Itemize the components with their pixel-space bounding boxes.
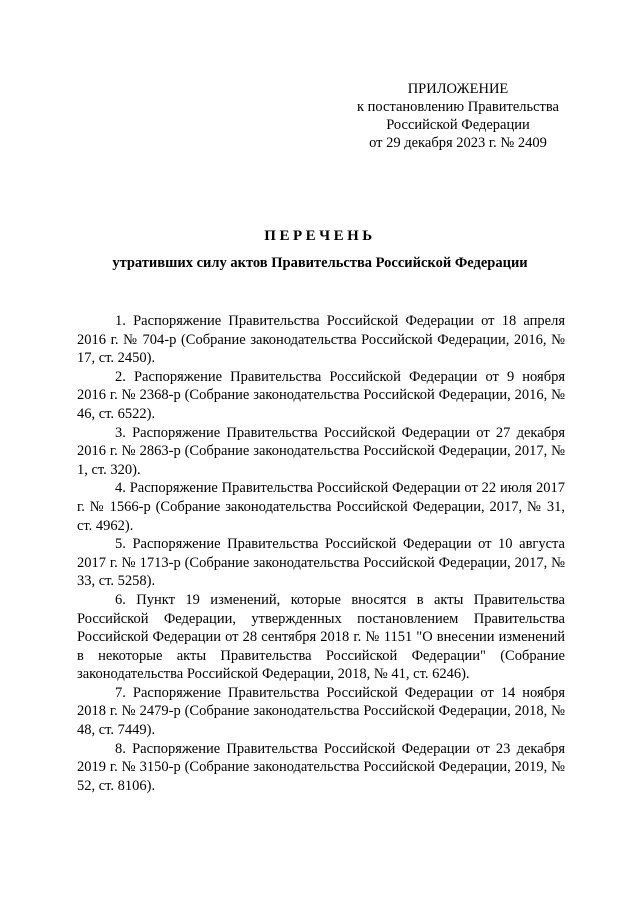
list-item-1: 1. Распоряжение Правительства Российской Федерации от 18 апреля 2016 г. № 704-р (Собрание законодательства Российской Федерации, 2016, № 17, ст. 2450). (77, 313, 565, 367)
appendix-label: ПРИЛОЖЕНИЕ (407, 81, 509, 97)
appendix-date-number: от 29 декабря 2023 г. № 2409 (369, 135, 547, 151)
list-item-7: 7. Распоряжение Правительства Российской Федерации от 14 ноября 2018 г. № 2479-р (Собрание законодательства Российской Федерации, 2018, № 48, ст. 7449). (77, 684, 565, 739)
appendix-block (338, 80, 578, 152)
list-item-3: 3. Распоряжение Правительства Российской Федерации от 27 декабря 2016 г. № 2863-р (Собрание законодательства Российской Федерации, 2017, № 1, ст. 320). (77, 424, 565, 478)
list-item-2: 2. Распоряжение Правительства Российской Федерации от 9 ноября 2016 г. № 2368-р (Собрание законодательства Российской Федерации, 2016, № 46, ст. 6522). (77, 368, 565, 422)
list-item-5: 5. Распоряжение Правительства Российской Федерации от 10 августа 2017 г. № 1713-р (Собрание законодательства Российской Федерации, 2017, № 33, ст. 5258). (77, 536, 565, 590)
document-subtitle: утративших силу актов Правительства Российской Федерации (112, 255, 528, 271)
items-list (77, 312, 565, 795)
document-title: ПЕРЕЧЕНЬ (264, 228, 376, 244)
appendix-reference: к постановлению Правительства (357, 99, 559, 115)
list-item-4: 4. Распоряжение Правительства Российской Федерации от 22 июля 2017 г. № 1566-р (Собрание законодательства Российской Федерации, 2017, № 31, ст. 4962). (77, 480, 565, 534)
list-item-6: 6. Пункт 19 изменений, которые вносятся в акты Правительства Российской Федерации, утвержденных постановлением Правительства Российской Федерации от 28 сентября 2018 г. № 1151 "О внесении изменений в некоторые акты Правительства Российской Федерации" (Собрание законодательства Российской Федерации, 2018, № 41, ст. 6246). (77, 591, 565, 683)
list-item-8: 8. Распоряжение Правительства Российской Федерации от 23 декабря 2019 г. № 3150-р (Собрание законодательства Российской Федерации, 2019, № 52, ст. 8106). (77, 740, 565, 794)
appendix-authority: Российской Федерации (386, 117, 530, 133)
